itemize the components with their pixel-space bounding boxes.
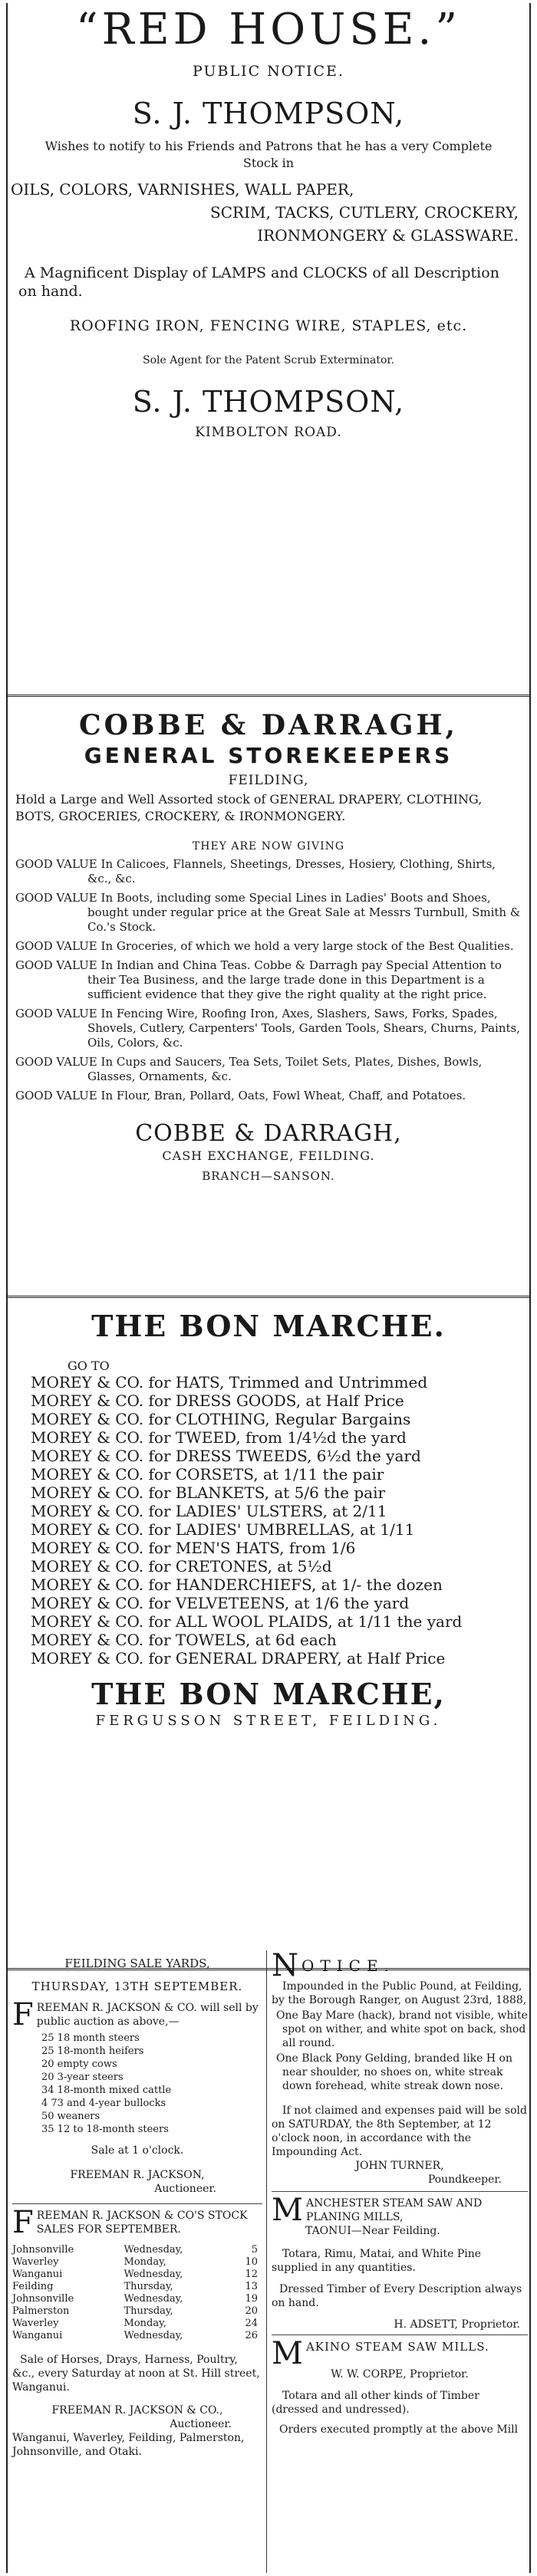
public-notice-heading: PUBLIC NOTICE.: [193, 63, 344, 80]
cattle-lot: 20 3-year steers: [41, 2072, 124, 2083]
sale-date: 10: [245, 2256, 258, 2268]
morey-item: MOREY & CO. for MEN'S HATS, from 1/6: [31, 1539, 356, 1557]
table-row: [12, 2293, 262, 2305]
manchester-timber: Totara, Rimu, Matai, and White Pine supplied in any quantities.: [272, 2248, 482, 2274]
notice-signature: JOHN TURNER,: [355, 2160, 444, 2172]
cobbe-branch: BRANCH—SANSON.: [202, 1169, 335, 1183]
sale-place: Johnsonville: [12, 2293, 74, 2305]
sale-yards-signature: FREEMAN R. JACKSON,: [70, 2169, 205, 2181]
morey-item: MOREY & CO. for CLOTHING, Regular Bargains: [31, 1410, 411, 1428]
morey-item: MOREY & CO. for LADIES' UMBRELLAS, at 1/11: [31, 1520, 415, 1539]
table-row: [12, 2256, 262, 2269]
morey-item: MOREY & CO. for TOWELS, at 6d each: [31, 1631, 337, 1649]
claim-terms: If not claimed and expenses paid will be sold on SATURDAY, the 8th September, at 12 o'clock noon, in accordance with the Impounding Act.: [272, 2104, 527, 2158]
makino-heading: AKINO STEAM SAW MILLS.: [305, 2340, 489, 2354]
morey-item: MOREY & CO. for BLANKETS, at 5/6 the pair: [31, 1484, 386, 1502]
manchester-heading-block: [272, 2196, 528, 2224]
thompson-name-footer: S. J. THOMPSON,: [132, 385, 405, 419]
sale-place: Waverley: [12, 2318, 59, 2329]
table-row: [12, 2269, 262, 2281]
cobbe-darragh-advert: [8, 709, 529, 1296]
makino-owner: W. W. CORPE, Proprietor.: [331, 2368, 469, 2380]
red-house-title: “RED HOUSE.”: [76, 5, 461, 54]
morey-item: MOREY & CO. for TWEED, from 1/4½d the yard: [31, 1428, 407, 1447]
goods-line: SCRIM, TACKS, CUTLERY, CROCKERY,: [210, 203, 519, 222]
thompson-wishes: [8, 138, 529, 172]
sale-yards-role: Auctioneer.: [154, 2183, 216, 2195]
sale-day: Thursday,: [124, 2305, 173, 2317]
left-column: [12, 1946, 262, 2573]
goods-list: [8, 178, 529, 247]
stock-sales-signature: FREEMAN R. JACKSON & CO.,: [51, 2404, 223, 2417]
sale-place: Johnsonville: [12, 2244, 74, 2256]
dropcap: M: [272, 2196, 303, 2224]
newspaper-page: [6, 3, 531, 2573]
wishes-line-1: Wishes to notify to his Friends and Patrons that he has a very Complete: [44, 139, 493, 153]
table-row: [12, 2318, 262, 2330]
roofing-line: ROOFING IRON, FENCING WIRE, STAPLES, etc.: [69, 317, 468, 334]
right-column: [272, 1946, 528, 2573]
morey-item: MOREY & CO. for GENERAL DRAPERY, at Half Price: [31, 1649, 446, 1668]
stock-sales-advert: [12, 2204, 262, 2459]
stock-sales-role: Auctioneer.: [170, 2418, 232, 2430]
table-row: [12, 2281, 262, 2293]
column-divider: [266, 1950, 267, 2573]
pound-notice-advert: [272, 1946, 528, 2187]
classifieds-columns: [8, 1946, 529, 2573]
sale-day: Wednesday,: [124, 2244, 183, 2256]
dropcap: N: [272, 1952, 298, 1980]
cobbe-town: FEILDING,: [228, 773, 309, 788]
pony-description: One Black Pony Gelding, branded like H on near shoulder, no shoes on, white streak down forehead, white streak down nose.: [276, 2052, 512, 2092]
table-row: [12, 2244, 262, 2256]
thompson-name: S. J. THOMPSON,: [132, 97, 405, 130]
good-value-list: [8, 857, 529, 1103]
good-value-item: GOOD VALUE In Fencing Wire, Roofing Iron, Axes, Slashers, Saws, Forks, Spades, Shovels, Cutlery, Carpenters' Tools, Garden Tools, Shears, Churns, Paints, Oils, Colors, &c.: [15, 1007, 520, 1050]
bon-marche-title-footer: THE BON MARCHE,: [91, 1677, 446, 1711]
sale-yards-advert: [12, 1946, 262, 2196]
morey-item: MOREY & CO. for CORSETS, at 1/11 the pair: [31, 1465, 384, 1484]
good-value-item: GOOD VALUE In Calicoes, Flannels, Sheetings, Dresses, Hosiery, Clothing, Shirts, &c., &c.: [15, 857, 496, 886]
manchester-location: TAONUI—Near Feilding.: [305, 2225, 440, 2237]
table-row: [12, 2330, 262, 2342]
cobbe-subtitle: GENERAL STOREKEEPERS: [84, 743, 453, 768]
morey-item: MOREY & CO. for VELVETEENS, at 1/6 the yard: [31, 1594, 410, 1612]
bon-marche-advert: [8, 1309, 529, 1968]
morey-item: MOREY & CO. for DRESS TWEEDS, 6½d the yard: [31, 1447, 421, 1465]
good-value-item: GOOD VALUE In Boots, including some Special Lines in Ladies' Boots and Shoes, bought under regular price at the Great Sale at Messrs Turnbull, Smith & Co.'s Stock.: [15, 891, 521, 934]
morey-item: MOREY & CO. for LADIES' ULSTERS, at 2/11: [31, 1502, 387, 1520]
sale-date: 26: [245, 2330, 258, 2341]
thompson-address: KIMBOLTON ROAD.: [195, 425, 342, 440]
goods-line: IRONMONGERY & GLASSWARE.: [257, 226, 519, 245]
sale-date: 5: [251, 2244, 258, 2256]
sale-date: 20: [245, 2305, 258, 2317]
sale-place: Wanganui: [12, 2269, 63, 2280]
makino-timber: Totara and all other kinds of Timber (dressed and undressed).: [272, 2390, 479, 2416]
sale-time: Sale at 1 o'clock.: [91, 2144, 184, 2157]
makino-heading-block: [272, 2340, 528, 2367]
sale-yards-date: THURSDAY, 13TH SEPTEMBER.: [31, 1980, 243, 1993]
sale-day: Monday,: [124, 2256, 166, 2268]
cattle-lot: 4 73 and 4-year bullocks: [41, 2098, 166, 2109]
sale-day: Thursday,: [124, 2281, 173, 2292]
cobbe-title: COBBE & DARRAGH,: [78, 709, 459, 741]
cattle-lot: 35 12 to 18-month steers: [41, 2124, 169, 2135]
stock-sales-heading: REEMAN R. JACKSON & CO'S STOCK SALES FOR SEPTEMBER.: [36, 2210, 248, 2236]
morey-list: [31, 1373, 529, 1668]
sale-yards-intro: [12, 2001, 262, 2029]
good-value-item: GOOD VALUE In Cups and Saucers, Tea Sets, Toilet Sets, Plates, Dishes, Bowls, Glasses, Ornaments, &c.: [15, 1055, 483, 1083]
sale-date: 12: [245, 2269, 258, 2280]
impounded-text: Impounded in the Public Pound, at Feilding, by the Borough Ranger, on August 23rd, 1888,: [272, 1980, 527, 2006]
stock-sales-table: [12, 2244, 262, 2342]
red-house-advert: [8, 6, 529, 695]
morey-item: MOREY & CO. for CRETONES, at 5½d: [31, 1557, 332, 1576]
makino-orders: Orders executed promptly at the above Mill: [279, 2423, 519, 2436]
stock-sales-towns: Wanganui, Waverley, Feilding, Palmerston, Johnsonville, and Otaki.: [12, 2432, 245, 2458]
manchester-signature: H. ADSETT, Proprietor.: [394, 2318, 520, 2331]
sole-agent-line: Sole Agent for the Patent Scrub Exterminator.: [142, 354, 394, 366]
sale-yards-heading: FEILDING SALE YARDS,: [64, 1957, 210, 1970]
sale-day: Wednesday,: [124, 2293, 183, 2305]
cattle-lot: 20 empty cows: [41, 2058, 117, 2070]
morey-item: MOREY & CO. for HATS, Trimmed and Untrimmed: [31, 1373, 428, 1392]
dropcap: M: [272, 2340, 303, 2367]
cattle-lot: 50 weaners: [41, 2111, 100, 2122]
cobbe-giving-heading: THEY ARE NOW GIVING: [192, 840, 345, 853]
sale-date: 24: [245, 2318, 258, 2329]
morey-item: MOREY & CO. for HANDERCHIEFS, at 1/- the dozen: [31, 1576, 443, 1594]
sale-day: Monday,: [124, 2318, 166, 2329]
stock-sales-heading-block: [12, 2209, 262, 2236]
good-value-item: GOOD VALUE In Flour, Bran, Pollard, Oats, Fowl Wheat, Chaff, and Potatoes.: [15, 1089, 466, 1102]
notice-role: Poundkeeper.: [427, 2174, 502, 2186]
mare-description: One Bay Mare (hack), brand not visible, white spot on wither, and white spot on back, shod all round.: [276, 2009, 528, 2049]
sale-place: Feilding: [12, 2281, 54, 2292]
sale-place: Wanganui: [12, 2330, 63, 2341]
manchester-dressed: Dressed Timber of Every Description always on hand.: [272, 2283, 522, 2309]
sale-yards-intro-text: REEMAN R. JACKSON & CO. will sell by public auction as above,—: [36, 2002, 259, 2028]
good-value-item: GOOD VALUE In Groceries, of which we hold a very large stock of the Best Qualities.: [15, 939, 514, 953]
sale-day: Wednesday,: [124, 2269, 183, 2280]
morey-item: MOREY & CO. for DRESS GOODS, at Half Price: [31, 1392, 404, 1410]
cattle-lots: [12, 2032, 262, 2136]
sale-day: Wednesday,: [124, 2330, 183, 2341]
notice-heading-block: [272, 1952, 528, 1980]
bon-marche-goto: GO TO: [68, 1359, 110, 1373]
wishes-line-2: Stock in: [242, 156, 295, 170]
cattle-lot: 25 18 month steers: [41, 2032, 140, 2044]
manchester-heading: ANCHESTER STEAM SAW AND PLANING MILLS,: [305, 2197, 483, 2223]
horse-sale-text: Sale of Horses, Drays, Harness, Poultry, &c., every Saturday at noon at St. Hill street, Wanganui.: [12, 2354, 260, 2394]
sale-date: 19: [245, 2293, 258, 2305]
sale-date: 13: [245, 2281, 258, 2292]
morey-item: MOREY & CO. for ALL WOOL PLAIDS, at 1/11 the yard: [31, 1612, 463, 1631]
cobbe-intro: Hold a Large and Well Assorted stock of GENERAL DRAPERY, CLOTHING, BOTS, GROCERIES, CROCKERY, & IRONMONGERY.: [15, 792, 483, 823]
good-value-item: GOOD VALUE In Indian and China Teas. Cobbe & Darragh pay Special Attention to their Tea Business, and the large trade done in this Department is a sufficient evidence that they give the right quality at the right price.: [15, 958, 502, 1001]
cattle-lot: 34 18-month mixed cattle: [41, 2085, 172, 2096]
notice-heading: OTICE.: [301, 1957, 395, 1975]
sale-place: Waverley: [12, 2256, 59, 2268]
table-row: [12, 2305, 262, 2318]
divider: [6, 1296, 531, 1298]
divider: [6, 695, 531, 697]
goods-line: OILS, COLORS, VARNISHES, WALL PAPER,: [11, 180, 354, 199]
bon-marche-street: FERGUSSON STREET, FEILDING.: [95, 1713, 442, 1729]
cobbe-name-footer: COBBE & DARRAGH,: [135, 1120, 402, 1147]
bon-marche-title: THE BON MARCHE.: [91, 1309, 446, 1343]
dropcap: F: [12, 2209, 34, 2236]
makino-mills-advert: [272, 2335, 528, 2436]
manchester-mills-advert: [272, 2192, 528, 2331]
sale-place: Palmerston: [12, 2305, 70, 2317]
lamps-clocks-text: A Magnificent Display of LAMPS and CLOCKS of all Description on hand.: [18, 264, 499, 300]
cattle-lot: 25 18-month heifers: [41, 2045, 144, 2057]
dropcap: F: [12, 2001, 34, 2029]
cobbe-cash-exchange: CASH EXCHANGE, FEILDING.: [162, 1148, 375, 1163]
